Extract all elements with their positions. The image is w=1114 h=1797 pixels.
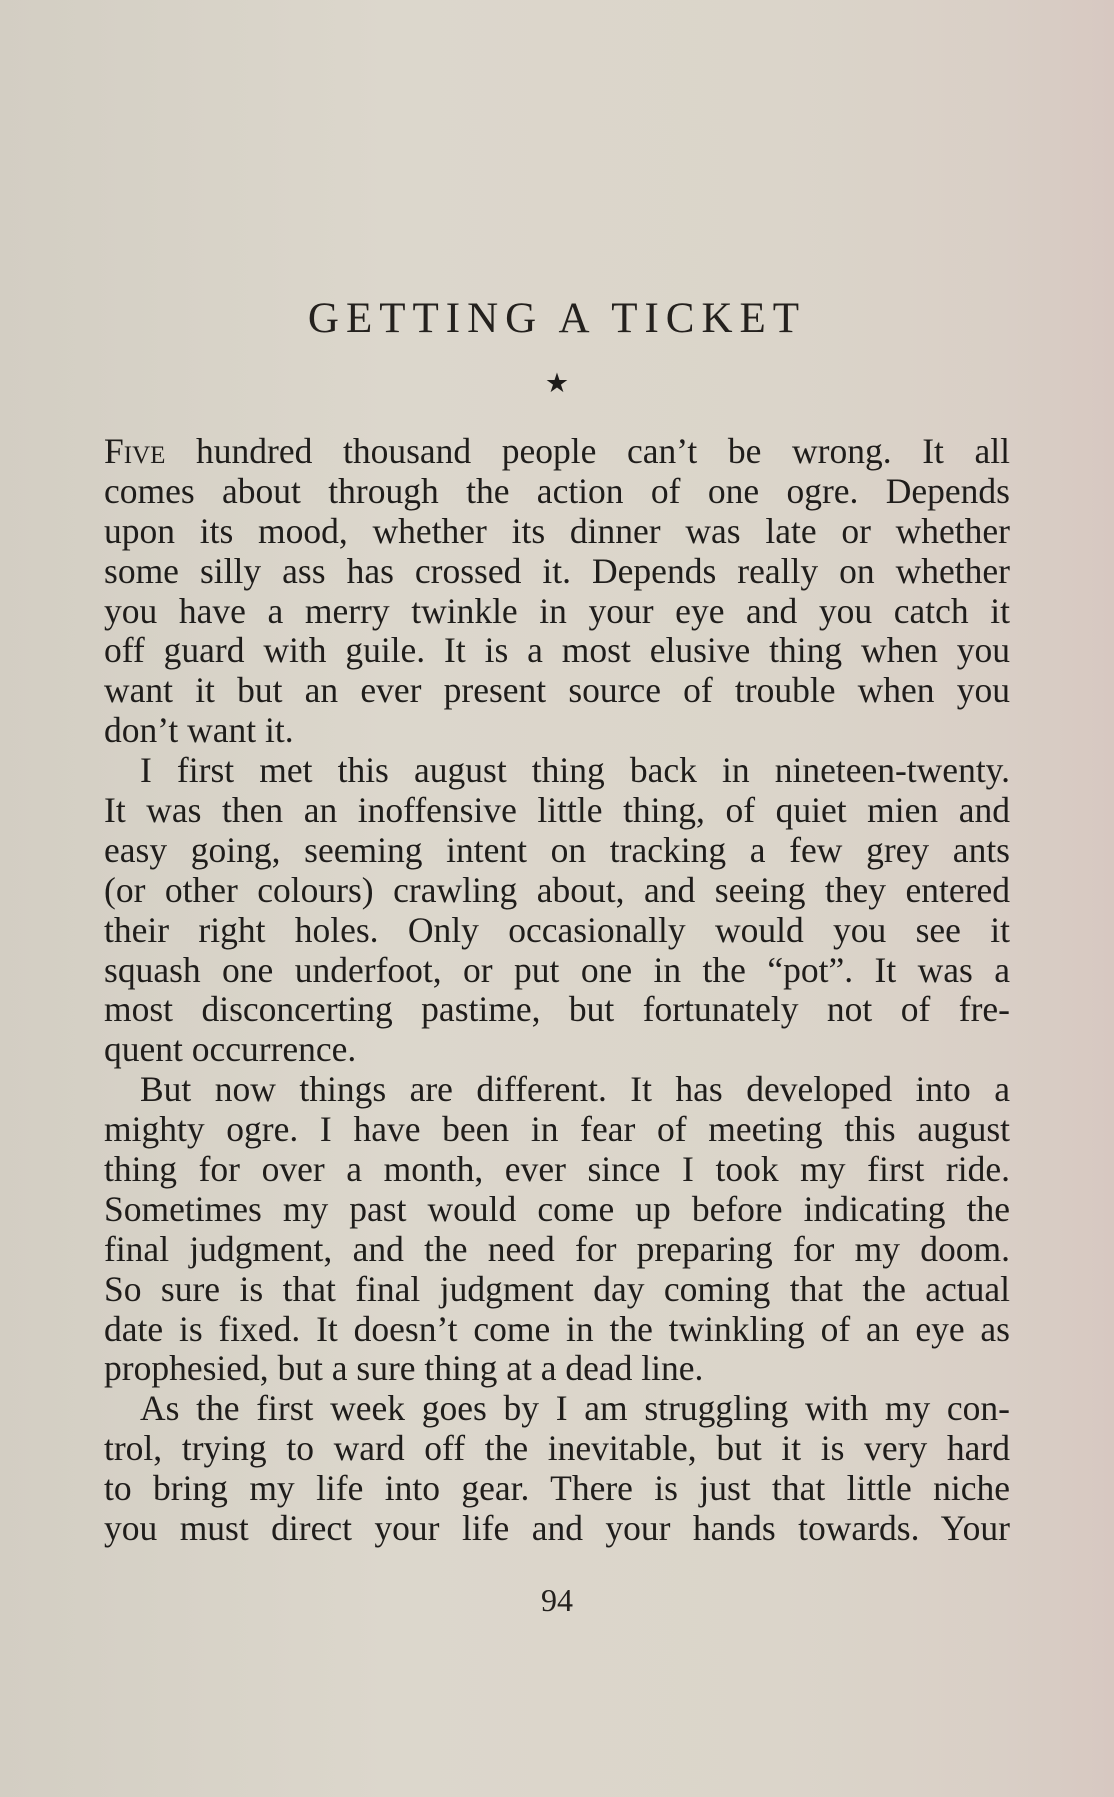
page-number: 94 — [541, 1582, 573, 1618]
text-line: (or other colours) crawling about, and seeing they entered — [104, 869, 1010, 910]
star-ornament-icon: ★ — [544, 368, 570, 399]
text-line: prophesied, but a sure thing at a dead line. — [104, 1348, 704, 1389]
text-line: don’t want it. — [104, 710, 294, 751]
text-line: squash one underfoot, or put one in the “pot”. It was a — [104, 949, 1010, 990]
text-line: I first met this august thing back in nineteen-twenty. — [140, 750, 1010, 791]
text-line: As the first week goes by I am struggling with my con- — [140, 1388, 1010, 1429]
text-line: quent occurrence. — [104, 1029, 357, 1070]
text-line: thing for over a month, ever since I took my first ride. — [104, 1149, 1010, 1190]
text-line: mighty ogre. I have been in fear of meeting this august — [104, 1109, 1010, 1150]
text-line: Sometimes my past would come up before indicating the — [104, 1188, 1010, 1229]
text-line: trol, trying to ward off the inevitable, but it is very hard — [104, 1428, 1010, 1469]
body-text — [104, 432, 1010, 1549]
text-line: some silly ass has crossed it. Depends really on whether — [104, 550, 1010, 591]
text-line: final judgment, and the need for preparing for my doom. — [104, 1228, 1010, 1269]
text-line: Five hundred thousand people can’t be wrong. It all — [104, 431, 1010, 471]
text-line: date is fixed. It doesn’t come in the twinkling of an eye as — [104, 1308, 1010, 1349]
small-caps-lead: Five — [104, 431, 166, 471]
text-line: comes about through the action of one ogre. Depends — [104, 470, 1010, 511]
text-line: most disconcerting pastime, but fortunately not of fre- — [104, 989, 1010, 1030]
text-line: want it but an ever present source of trouble when you — [104, 670, 1010, 711]
text-line: their right holes. Only occasionally would you see it — [104, 909, 1010, 950]
text-line: you must direct your life and your hands towards. Your — [104, 1508, 1010, 1549]
text-line: easy going, seeming intent on tracking a few grey ants — [104, 829, 1010, 870]
text-line: you have a merry twinkle in your eye and you catch it — [104, 590, 1010, 631]
text-line: to bring my life into gear. There is just that little niche — [104, 1468, 1010, 1509]
text-line: But now things are different. It has developed into a — [140, 1069, 1010, 1110]
text-line: upon its mood, whether its dinner was late or whether — [104, 510, 1010, 551]
text-line: So sure is that final judgment day coming that the actual — [104, 1268, 1010, 1309]
chapter-title: GETTING A TICKET — [307, 295, 807, 342]
text-line: off guard with guile. It is a most elusive thing when you — [104, 630, 1010, 671]
text-line: It was then an inoffensive little thing, of quiet mien and — [104, 790, 1010, 831]
